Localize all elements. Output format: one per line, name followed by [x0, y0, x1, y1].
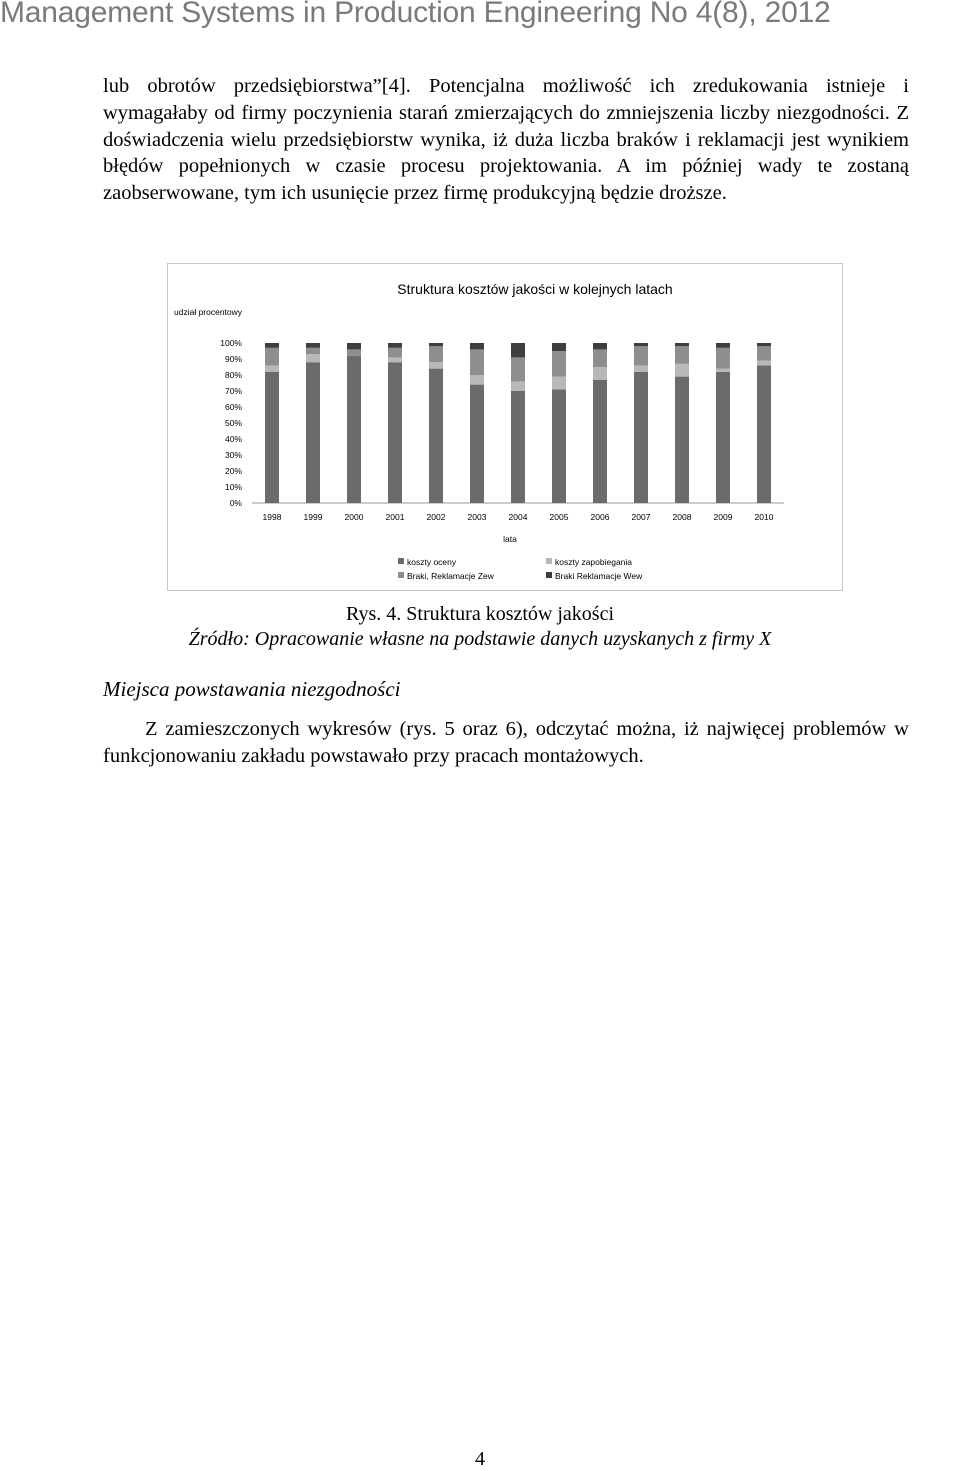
bar-segment-1999-s3: [306, 343, 320, 348]
bar-segment-2005-s1: [552, 377, 566, 390]
bar-segment-2008-s1: [675, 364, 689, 377]
bar-segment-2010-s2: [757, 346, 771, 360]
bar-segment-2001-s0: [388, 362, 402, 503]
x-tick-label: 2000: [344, 512, 364, 522]
bar-segment-2006-s2: [593, 349, 607, 367]
legend-label: koszty zapobiegania: [555, 557, 633, 567]
bar-segment-2010-s1: [757, 361, 771, 366]
y-tick-label: 50%: [224, 418, 242, 428]
running-header: Management Systems in Production Engineering No 4(8), 2012: [0, 0, 831, 29]
x-tick-label: 2008: [672, 512, 692, 522]
x-tick-label: 2007: [631, 512, 651, 522]
bar-segment-2001-s1: [388, 357, 402, 362]
bar-segment-2004-s0: [511, 391, 525, 503]
x-tick-label: 1999: [303, 512, 323, 522]
bar-segment-2005-s2: [552, 351, 566, 377]
legend-swatch: [398, 572, 404, 578]
bar-segment-1998-s0: [265, 372, 279, 503]
x-tick-label: 2010: [754, 512, 774, 522]
bar-segment-1999-s0: [306, 362, 320, 503]
bar-segment-2000-s3: [347, 343, 361, 349]
bar-segment-1998-s3: [265, 343, 279, 348]
bar-segment-2008-s0: [675, 377, 689, 503]
legend-swatch: [546, 572, 552, 578]
y-tick-label: 100%: [220, 338, 242, 348]
x-tick-label: 2001: [385, 512, 405, 522]
bar-segment-2008-s2: [675, 346, 689, 364]
x-tick-label: 1998: [262, 512, 282, 522]
bar-segment-2010-s3: [757, 343, 771, 346]
y-axis-label: udział procentowy: [174, 307, 243, 317]
body-paragraph-2: Z zamieszczonych wykresów (rys. 5 oraz 6), odczytać można, iż najwięcej problemów w funkcjonowaniu zakładu powstawało przy pracach montażowych.: [103, 718, 909, 767]
bar-segment-2006-s0: [593, 380, 607, 503]
y-tick-label: 10%: [224, 482, 242, 492]
legend-label: Braki Reklamacje Wew: [555, 571, 643, 581]
bar-segment-2003-s3: [470, 343, 484, 349]
bar-segment-2007-s1: [634, 365, 648, 371]
figure-source: Źródło: Opracowanie własne na podstawie danych uzyskanych z firmy X: [188, 628, 772, 650]
bar-segment-2006-s1: [593, 367, 607, 380]
bar-segment-1999-s2: [306, 348, 320, 354]
legend-swatch: [398, 558, 404, 564]
bar-segment-2001-s3: [388, 343, 402, 348]
page-number: 4: [475, 1448, 485, 1470]
legend-label: koszty oceny: [407, 557, 457, 567]
y-tick-label: 70%: [224, 386, 242, 396]
bar-segment-2004-s2: [511, 357, 525, 381]
bar-segment-2003-s2: [470, 349, 484, 375]
x-tick-label: 2003: [467, 512, 487, 522]
bar-segment-2001-s2: [388, 348, 402, 358]
y-tick-label: 30%: [224, 450, 242, 460]
x-tick-label: 2004: [508, 512, 528, 522]
bar-segment-2002-s2: [429, 346, 443, 362]
legend-label: Braki, Reklamacje Zew: [407, 571, 494, 581]
bar-segment-1999-s1: [306, 354, 320, 362]
bar-segment-2010-s0: [757, 365, 771, 503]
bar-segment-2000-s0: [347, 356, 361, 503]
bar-segment-1998-s1: [265, 365, 279, 371]
bar-segment-2009-s1: [716, 369, 730, 372]
bar-segment-2006-s3: [593, 343, 607, 349]
bar-segment-2009-s2: [716, 348, 730, 369]
bar-segment-2009-s3: [716, 343, 730, 348]
bar-segment-2005-s3: [552, 343, 566, 351]
legend-swatch: [546, 558, 552, 564]
bar-segment-2007-s0: [634, 372, 648, 503]
bar-segment-2000-s2: [347, 349, 361, 355]
x-tick-label: 2005: [549, 512, 569, 522]
bar-segment-2009-s0: [716, 372, 730, 503]
bar-segment-2005-s0: [552, 389, 566, 503]
body-paragraph: lub obrotów przedsiębiorstwa”[4]. Potencjalna możliwość ich zredukowania istnieje i wymagałaby od firmy poczynienia starań zmierzających do zmniejszenia liczby niezgodności. Z doświadczenia wielu przedsiębiorstw wynika, iż duża liczba braków i reklamacji jest wynikiem błędów popełnionych w czasie procesu projektowania. A im później wady te zostaną zaobserwowane, tym ich usunięcie przez firmę produkcyjną będzie droższe.: [103, 75, 909, 205]
bar-segment-2008-s3: [675, 343, 689, 346]
y-tick-label: 60%: [224, 402, 242, 412]
bar-segment-2002-s0: [429, 369, 443, 503]
bar-segment-2003-s0: [470, 385, 484, 503]
x-tick-label: 2006: [590, 512, 610, 522]
y-tick-label: 40%: [224, 434, 242, 444]
bar-segment-2004-s3: [511, 343, 525, 357]
bar-segment-2003-s1: [470, 375, 484, 385]
bar-segment-2002-s3: [429, 343, 443, 346]
bar-segment-1998-s2: [265, 348, 279, 366]
y-tick-label: 20%: [224, 466, 242, 476]
y-tick-label: 90%: [224, 354, 242, 364]
stacked-bar-chart: [168, 264, 844, 592]
bar-segment-2004-s1: [511, 381, 525, 391]
x-axis-label: lata: [503, 534, 517, 544]
bar-segment-2002-s1: [429, 362, 443, 368]
figure-caption: Rys. 4. Struktura kosztów jakości: [345, 603, 615, 625]
bar-segment-2007-s2: [634, 346, 648, 365]
x-tick-label: 2002: [426, 512, 446, 522]
y-tick-label: 80%: [224, 370, 242, 380]
chart-title: Struktura kosztów jakości w kolejnych latach: [397, 281, 673, 297]
bar-segment-2007-s3: [634, 343, 648, 346]
section-heading: Miejsca powstawania niezgodności: [103, 677, 401, 701]
y-tick-label: 0%: [229, 498, 242, 508]
x-tick-label: 2009: [713, 512, 733, 522]
chart-frame: [167, 263, 843, 591]
